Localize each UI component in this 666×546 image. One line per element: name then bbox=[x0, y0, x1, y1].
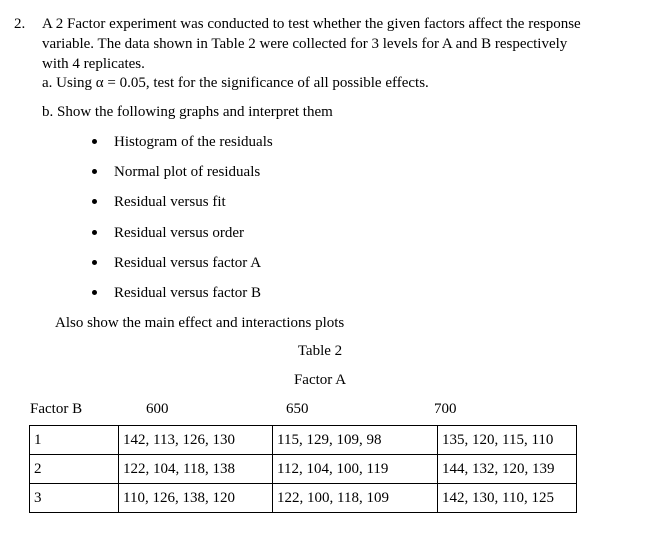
table-cell: 142, 113, 126, 130 bbox=[119, 426, 273, 455]
question-text-line-1: A 2 Factor experiment was conducted to test whether the given factors affect the response bbox=[42, 16, 581, 32]
bullet-item bbox=[92, 284, 261, 303]
also-show-text: Also show the main effect and interactions plots bbox=[55, 315, 345, 331]
factor-b-level: 2 bbox=[30, 455, 119, 484]
bullet-item bbox=[92, 193, 226, 212]
factor-a-label: Factor A bbox=[293, 372, 347, 388]
table-cell: 110, 126, 138, 120 bbox=[119, 484, 273, 513]
table-cell: 142, 130, 110, 125 bbox=[438, 484, 577, 513]
bullet-text: Residual versus fit bbox=[114, 194, 226, 210]
bullet-item bbox=[92, 163, 260, 182]
table-cell: 122, 104, 118, 138 bbox=[119, 455, 273, 484]
bullet-text: Residual versus factor A bbox=[114, 255, 262, 271]
bullet-text: Residual versus factor B bbox=[114, 285, 262, 301]
question-number: 2. bbox=[14, 16, 26, 32]
level-a-600: 600 bbox=[146, 401, 169, 417]
table-cell: 135, 120, 115, 110 bbox=[438, 426, 577, 455]
part-b: b. Show the following graphs and interpret them bbox=[42, 104, 333, 120]
table-row bbox=[30, 426, 577, 455]
table-cell: 144, 132, 120, 139 bbox=[438, 455, 577, 484]
table-row bbox=[30, 484, 577, 513]
table-caption: Table 2 bbox=[297, 343, 343, 359]
bullet-icon bbox=[92, 290, 97, 295]
table-cell: 122, 100, 118, 109 bbox=[273, 484, 438, 513]
table-cell: 115, 129, 109, 98 bbox=[273, 426, 438, 455]
question-text-line-2: variable. The data shown in Table 2 were collected for 3 levels for A and B respectively bbox=[42, 36, 568, 52]
bullet-text: Normal plot of residuals bbox=[114, 164, 261, 180]
table-cell: 112, 104, 100, 119 bbox=[273, 455, 438, 484]
level-a-650: 650 bbox=[286, 401, 309, 417]
bullet-icon bbox=[92, 139, 97, 144]
factor-b-level: 3 bbox=[30, 484, 119, 513]
bullet-icon bbox=[92, 230, 97, 235]
level-a-700: 700 bbox=[434, 401, 457, 417]
bullet-text: Histogram of the residuals bbox=[114, 134, 273, 150]
factor-b-level: 1 bbox=[30, 426, 119, 455]
bullet-icon bbox=[92, 169, 97, 174]
bullet-item bbox=[92, 224, 244, 243]
question-text-line-3: with 4 replicates. bbox=[42, 56, 145, 72]
bullet-item bbox=[92, 254, 261, 273]
bullet-icon bbox=[92, 199, 97, 204]
table-row bbox=[30, 455, 577, 484]
bullet-text: Residual versus order bbox=[114, 225, 244, 241]
part-a: a. Using α = 0.05, test for the significance of all possible effects. bbox=[42, 75, 429, 91]
factor-b-label: Factor B bbox=[30, 401, 83, 417]
bullet-item bbox=[92, 133, 273, 152]
data-table bbox=[29, 425, 577, 513]
bullet-icon bbox=[92, 260, 97, 265]
